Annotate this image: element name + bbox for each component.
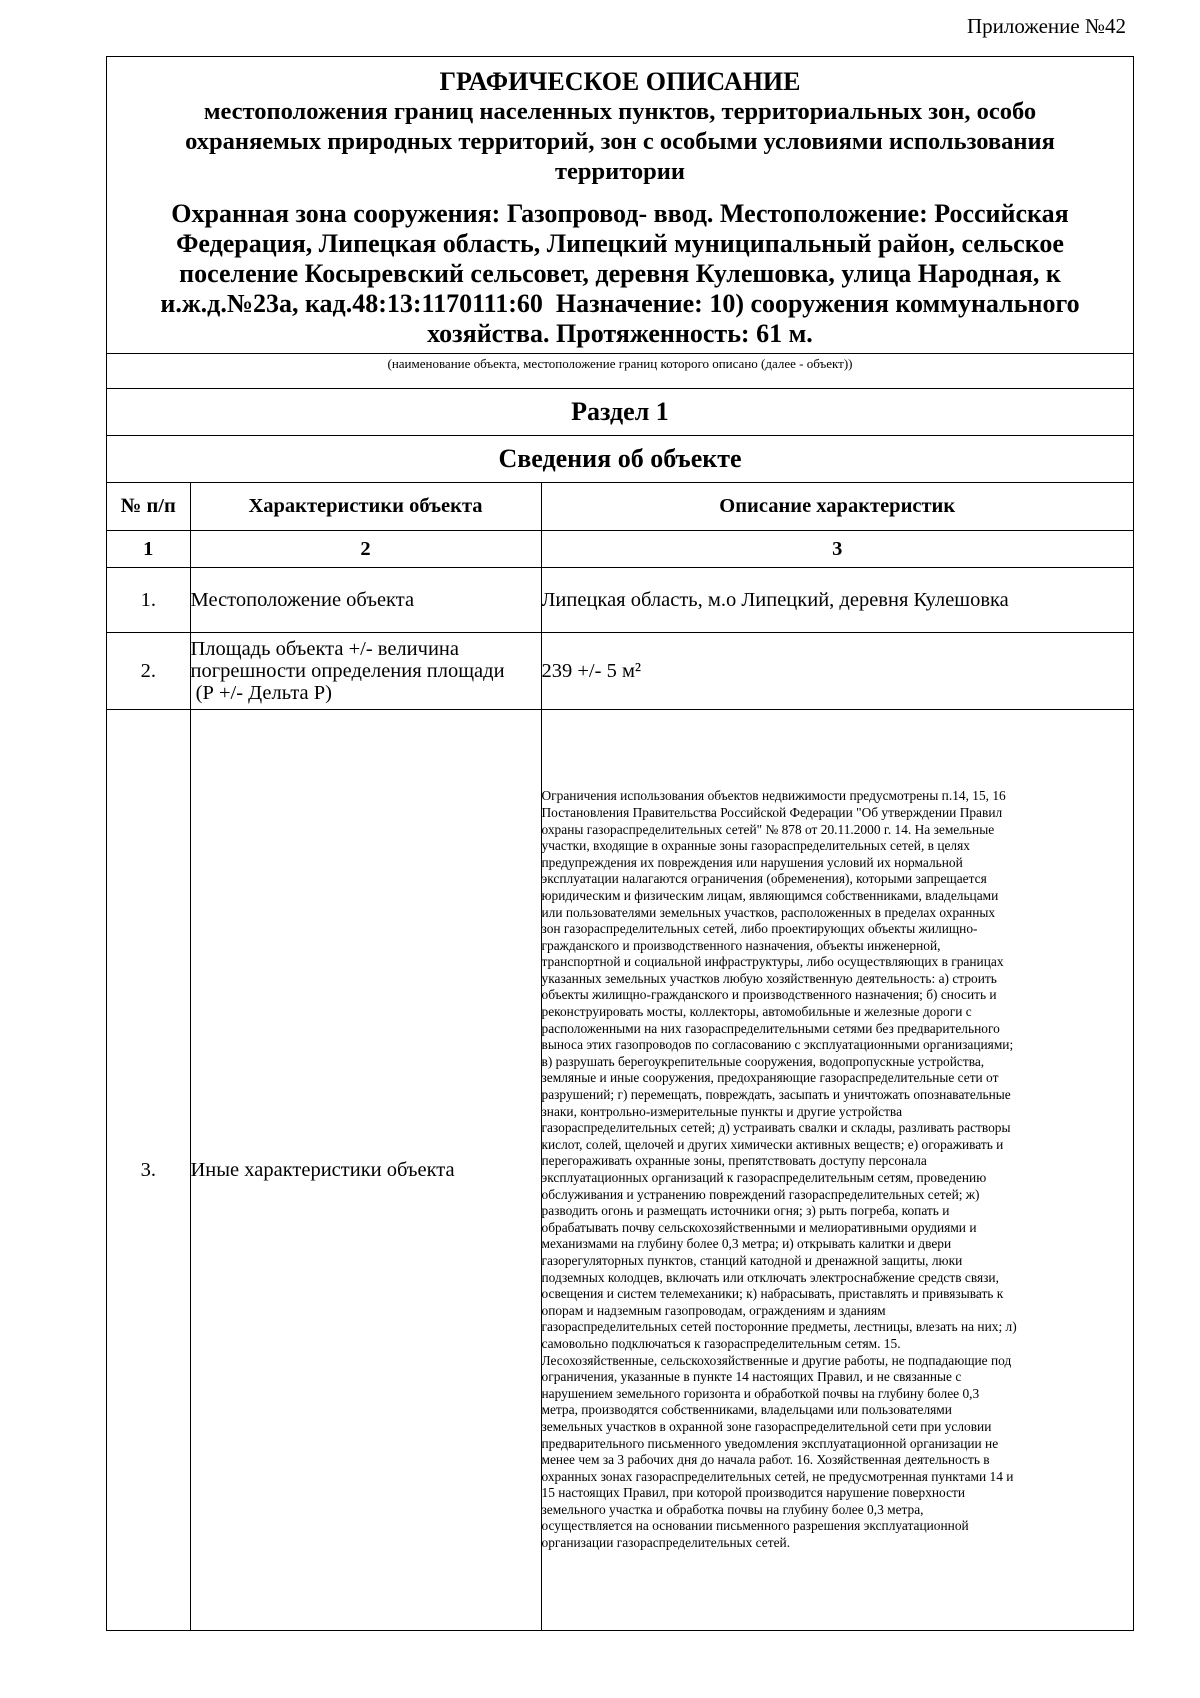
restriction-line: газораспределительных сетей посторонние предметы, лестницы, влезать на них; л) <box>541 1319 1017 1335</box>
column-number: 1 <box>107 531 190 568</box>
row-characteristic <box>190 633 541 710</box>
restriction-line: 15 настоящих Правил, при которой производится нарушение поверхности <box>541 1485 966 1501</box>
restriction-line: перегораживать охранные зоны, препятствовать доступу персонала <box>541 1153 927 1169</box>
restriction-line: обслуживания и устранению повреждений газораспределительных сетей; ж) <box>541 1186 980 1202</box>
document-subtitle <box>115 97 1125 187</box>
restriction-line: опорам и надземным газопроводам, ограждениям и зданиям <box>541 1302 886 1318</box>
column-number-row <box>107 531 1133 568</box>
restriction-line: охраны газораспределительных сетей" № 878 от 20.11.2000 г. 14. На земельные <box>541 821 995 837</box>
restriction-line: ограничения, указанные в пункте 14 настоящих Правил, и не связанные с <box>541 1369 962 1385</box>
header-cell-number: № п/п <box>107 483 190 531</box>
subtitle-line: местоположения границ населенных пунктов, территориальных зон, особо <box>203 98 1037 125</box>
restriction-line: эксплуатации налагаются ограничения (обременения), которыми запрещается <box>541 871 987 887</box>
column-number: 3 <box>541 531 1133 568</box>
row-characteristic: Местоположение объекта <box>190 568 541 633</box>
restriction-line: реконструировать мосты, коллекторы, автомобильные и железные дороги с <box>541 1004 972 1020</box>
object-line: поселение Косыревский сельсовет, деревня Кулешовка, улица Народная, к <box>179 259 1061 288</box>
restriction-line: гражданского и производственного назначения, объекты инженерной, <box>541 937 941 953</box>
restriction-line: предупреждения их повреждения или нарушения условий их нормальной <box>541 854 963 870</box>
section-heading: Раздел 1 <box>107 388 1133 435</box>
characteristic-line: Площадь объекта +/- величина <box>190 638 459 660</box>
restriction-line: предварительного письменного уведомления эксплуатационной организации не <box>541 1435 999 1451</box>
restriction-line: охранных зонах газораспределительных сетей, не предусмотренная пунктами 14 и <box>541 1468 1014 1484</box>
object-line: и.ж.д.№23а, кад.48:13:1170111:60 Назначение: 10) сооружения коммунального <box>160 289 1080 318</box>
row-number: 3. <box>107 710 190 1631</box>
restriction-line: расположенными на них газораспределительными сетями без предварительного <box>541 1020 1000 1036</box>
row-description: Липецкая область, м.о Липецкий, деревня Кулешовка <box>541 568 1133 633</box>
object-line: Федерация, Липецкая область, Липецкий муниципальный район, сельское <box>176 229 1064 258</box>
restriction-line: зон газораспределительных сетей, либо проектирующих объекты жилищно- <box>541 921 978 937</box>
restriction-line: механизмами на глубину более 0,3 метра; и) открывать калитки и двери <box>541 1236 952 1252</box>
restriction-line: земляные и иные сооружения, предохраняющие газораспределительные сети от <box>541 1070 999 1086</box>
row-characteristic: Иные характеристики объекта <box>190 710 541 1631</box>
restriction-line: организации газораспределительных сетей. <box>541 1535 791 1551</box>
restriction-line: подземных колодцев, включать или отключать электроснабжение средств связи, <box>541 1269 999 1285</box>
restriction-line: указанных земельных участков любую хозяйственную деятельность: а) строить <box>541 970 997 986</box>
restriction-line: земельного участка и обработка почвы на глубину более 0,3 метра, <box>541 1501 924 1517</box>
restriction-line: разрушений; г) перемещать, повреждать, засыпать и уничтожать опознавательные <box>541 1087 1011 1103</box>
restriction-line: освещения и систем телемеханики; к) набрасывать, приставлять и привязывать к <box>541 1286 1004 1302</box>
restriction-line: осуществляется на основании письменного разрешения эксплуатационной <box>541 1518 969 1534</box>
header-block <box>107 57 1133 353</box>
row-number: 2. <box>107 633 190 710</box>
restriction-line: юридическим и физическим лицам, являющимся собственниками, владельцами <box>541 887 999 903</box>
restriction-line: разводить огонь и размещать источники огня; з) рыть погреба, копать и <box>541 1203 950 1219</box>
column-number: 2 <box>190 531 541 568</box>
restriction-line: в) разрушать берегоукрепительные сооружения, водопропускные устройства, <box>541 1053 985 1069</box>
subtitle-line: охраняемых природных территорий, зон с особыми условиями использования <box>185 128 1055 155</box>
characteristic-line: (Р +/- Дельта Р) <box>190 682 332 704</box>
restriction-line: или пользователями земельных участков, расположенных в пределах охранных <box>541 904 996 920</box>
restriction-line: Ограничения использования объектов недвижимости предусмотрены п.14, 15, 16 <box>541 788 1006 804</box>
restriction-line: нарушением земельного горизонта и обработкой почвы на глубину более 0,3 <box>541 1385 980 1401</box>
row-description: 239 +/- 5 м² <box>541 633 1133 710</box>
object-line: Охранная зона сооружения: Газопровод- ввод. Местоположение: Российская <box>171 199 1069 228</box>
object-line: хозяйства. Протяженность: 61 м. <box>427 319 813 348</box>
restriction-line: объекты жилищно-гражданского и производственного назначения; б) сносить и <box>541 987 997 1003</box>
restriction-line: земельных участков в охранной зоне газораспределительной сети при условии <box>541 1418 992 1434</box>
object-description <box>115 199 1125 349</box>
restriction-line: выноса этих газопроводов по согласованию с эксплуатационными организациями; <box>541 1037 1014 1053</box>
object-caption: (наименование объекта, местоположение границ которого описано (далее - объект)) <box>107 353 1133 388</box>
subtitle-line: территории <box>554 158 686 185</box>
table-row <box>107 568 1133 633</box>
header-cell-characteristic: Характеристики объекта <box>190 483 541 531</box>
row-description-long <box>541 710 1133 1631</box>
restriction-line: транспортной и социальной инфраструктуры, либо осуществляющих в границах <box>541 954 1004 970</box>
restriction-line: обрабатывать почву сельскохозяйственными и мелиоративными орудиями и <box>541 1219 977 1235</box>
appendix-label: Приложение №42 <box>967 14 1126 38</box>
restriction-line: самовольно подключаться к газораспределительным сетям. 15. <box>541 1335 901 1351</box>
table-row <box>107 633 1133 710</box>
object-info-table <box>107 482 1133 1630</box>
section-title: Сведения об объекте <box>107 435 1133 482</box>
characteristic-line: погрешности определения площади <box>190 660 505 682</box>
header-cell-description: Описание характеристик <box>541 483 1133 531</box>
restriction-line: участки, входящие в охранные зоны газораспределительных сетей, в целях <box>541 838 970 854</box>
restriction-line: газорегуляторных пунктов, станций катодной и дренажной защиты, люки <box>541 1252 963 1268</box>
restriction-line: знаки, контрольно-измерительные пункты и другие устройства <box>541 1103 903 1119</box>
restriction-line: метра, производятся собственниками, владельцами или пользователями <box>541 1402 952 1418</box>
restriction-line: менее чем за 3 рабочих дня до начала работ. 16. Хозяйственная деятельность в <box>541 1452 990 1468</box>
restriction-line: Лесохозяйственные, сельскохозяйственные и другие работы, не подпадающие под <box>541 1352 1012 1368</box>
table-row <box>107 710 1133 1631</box>
row-number: 1. <box>107 568 190 633</box>
restrictions-text <box>542 788 1134 1551</box>
document-frame <box>106 56 1134 1631</box>
restriction-line: кислот, солей, щелочей и других химически активных веществ; е) огораживать и <box>541 1136 1004 1152</box>
restriction-line: газораспределительных сетей; д) устраивать свалки и склады, разливать растворы <box>541 1120 1011 1136</box>
table-header-row <box>107 483 1133 531</box>
restriction-line: Постановления Правительства Российской Федерации "Об утверждении Правил <box>541 804 1003 820</box>
restriction-line: эксплуатационных организаций к газораспределительным сетям, проведению <box>541 1170 987 1185</box>
document-title: ГРАФИЧЕСКОЕ ОПИСАНИЕ <box>439 67 801 96</box>
